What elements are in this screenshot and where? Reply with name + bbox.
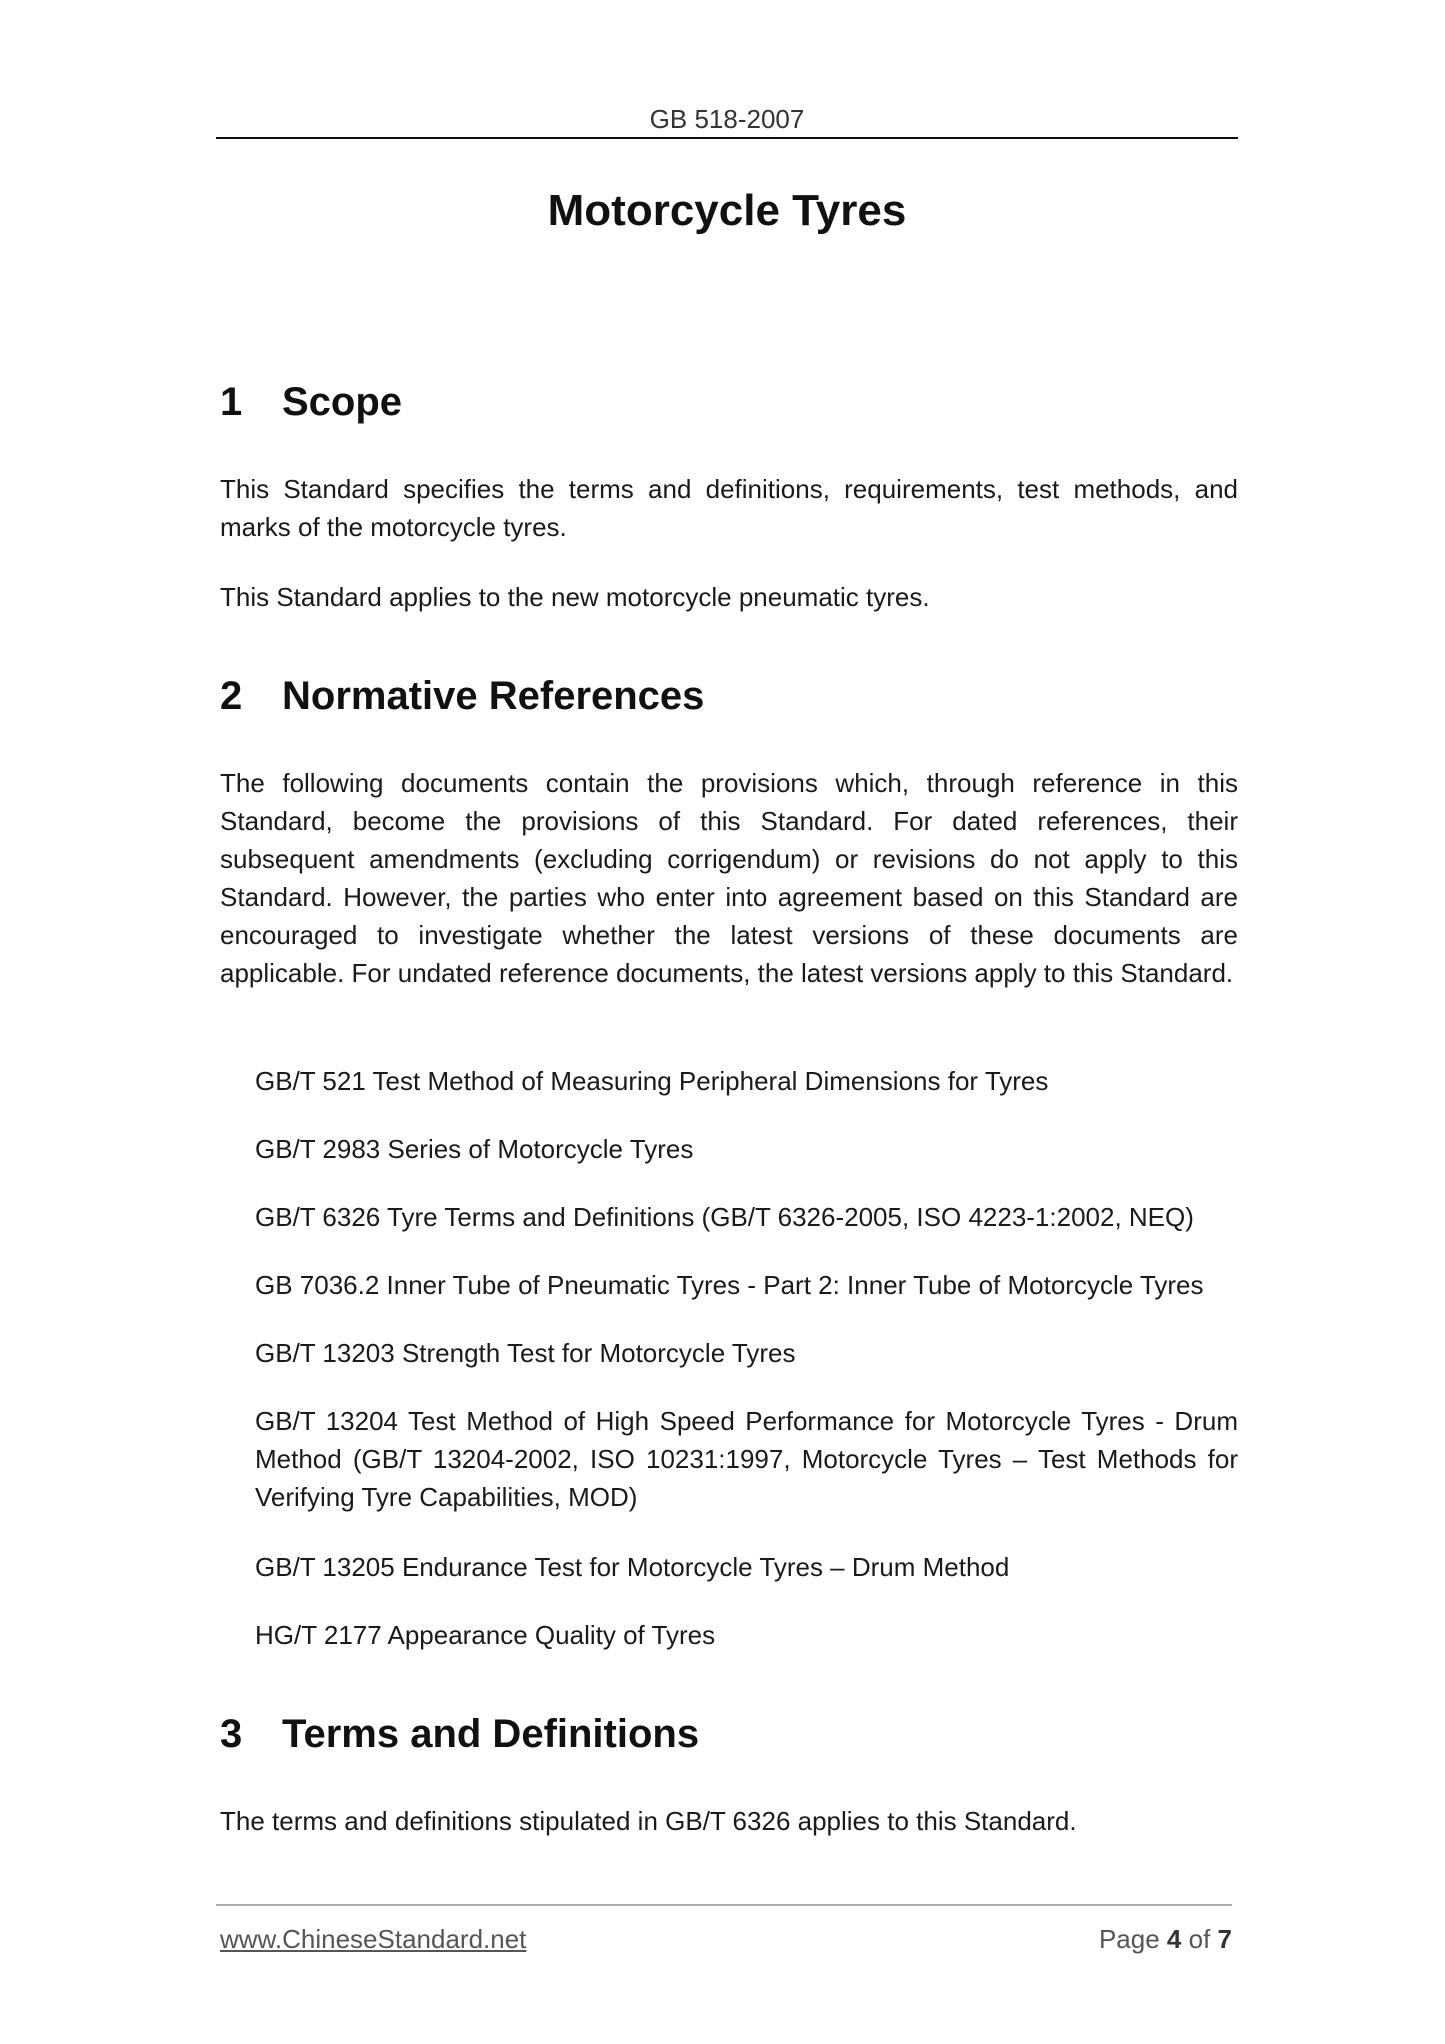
reference-item: GB/T 13204 Test Method of High Speed Performance for Motorcycle Tyres - Drum Method (GB/T 13204-2002, ISO 10231:1997, Motorcycle Tyres – Test Methods for Verifying Tyre Capabilities, MOD) [255,1406,1238,1512]
page-title: Motorcycle Tyres [547,186,907,235]
section-heading-scope [220,380,402,425]
terms-paragraph: The terms and definitions stipulated in GB/T 6326 applies to this Standard. [220,1806,1077,1836]
section-title: Scope [282,380,403,424]
section-number: 2 [220,674,243,718]
section-title: Terms and Definitions [282,1712,700,1756]
section-title: Normative References [282,674,705,718]
page-current: 4 [1166,1924,1182,1954]
reference-item: GB 7036.2 Inner Tube of Pneumatic Tyres - Part 2: Inner Tube of Motorcycle Tyres [255,1270,1204,1300]
reference-item: GB/T 521 Test Method of Measuring Peripheral Dimensions for Tyres [255,1066,1049,1096]
document-code: GB 518-2007 [649,104,805,134]
section-number: 3 [220,1712,243,1756]
reference-item: GB/T 6326 Tyre Terms and Definitions (GB/T 6326-2005, ISO 4223-1:2002, NEQ) [255,1202,1194,1232]
website-link[interactable]: www.ChineseStandard.net [220,1924,527,1954]
scope-paragraph-2: This Standard applies to the new motorcycle pneumatic tyres. [220,582,930,612]
reference-item: HG/T 2177 Appearance Quality of Tyres [255,1620,716,1650]
section-heading-terms-and-definitions [220,1712,699,1757]
reference-item: GB/T 2983 Series of Motorcycle Tyres [255,1134,694,1164]
page-total: 7 [1217,1924,1232,1954]
page-number [1099,1924,1232,1955]
reference-item: GB/T 13205 Endurance Test for Motorcycle Tyres – Drum Method [255,1552,1010,1582]
header-rule [216,137,1238,139]
footer-rule [216,1904,1232,1906]
page-label: Page [1098,1924,1160,1954]
section-heading-normative-references [220,674,704,719]
reference-item: GB/T 13203 Strength Test for Motorcycle Tyres [255,1338,796,1368]
normative-references-paragraph: The following documents contain the provisions which, through reference in this Standard, become the provisions of this Standard. For dated references, their subsequent amendments (excluding corrigendum) or revisions do not apply to this Standard. However, the parties who enter into agreement based on this Standard are encouraged to investigate whether the latest versions of these documents are applicable. For undated reference documents, the latest versions apply to this Standard. [220,768,1238,988]
page-of-label: of [1188,1924,1211,1954]
scope-paragraph-1: This Standard specifies the terms and definitions, requirements, test methods, and marks of the motorcycle tyres. [220,474,1238,542]
section-number: 1 [220,380,243,424]
